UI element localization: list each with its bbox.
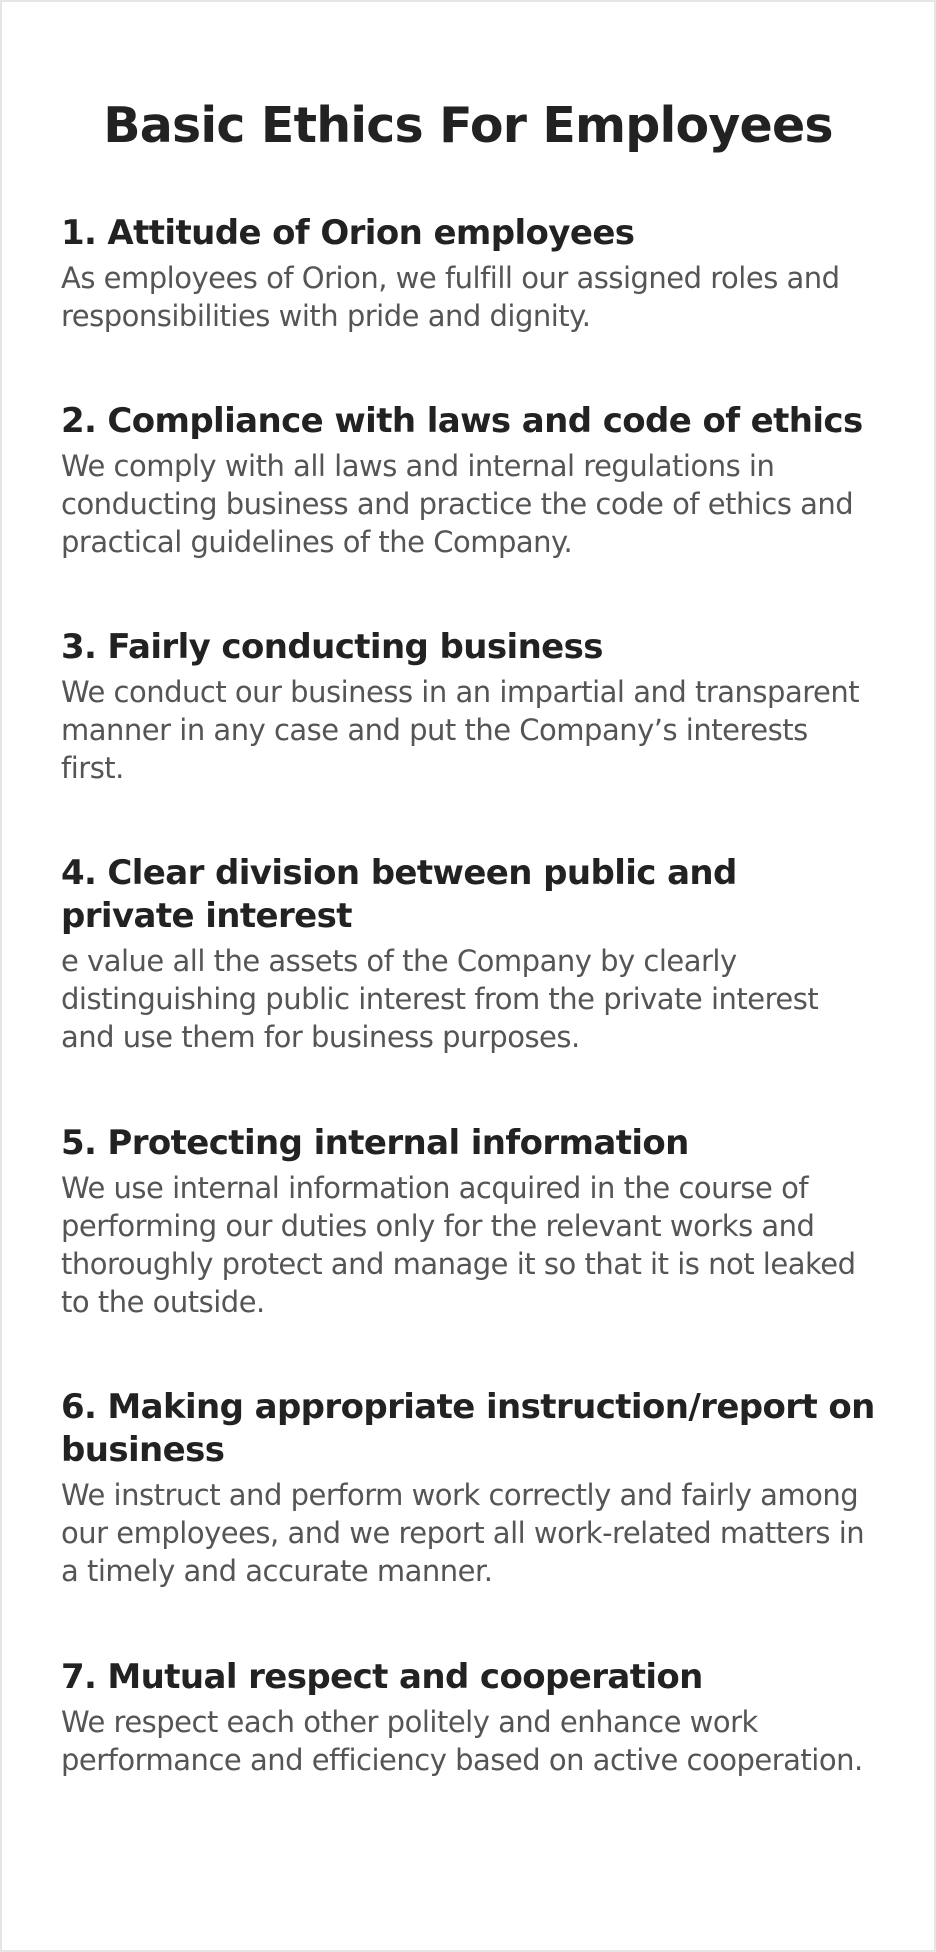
section-number: 2. [61,401,97,441]
section-heading-text: Protecting internal information [107,1123,689,1163]
section-instruction-report [61,1386,879,1590]
section-body: We comply with all laws and internal regulations in conducting business and practice the code of ethics and practical guidelines of the Company. [61,449,854,559]
section-heading-text: Clear division between public and private interest [61,853,737,936]
section-number: 5. [61,1123,97,1163]
section-heading-text: Attitude of Orion employees [107,213,635,253]
section-number: 1. [61,213,97,253]
section-number: 4. [61,853,97,893]
section-number: 3. [61,627,97,667]
section-heading [61,1386,879,1472]
section-internal-information [61,1122,879,1321]
section-body: e value all the assets of the Company by clearly distinguishing public interest from the private interest and use them for business purposes. [61,944,819,1054]
section-heading-text: Making appropriate instruction/report on business [61,1387,875,1470]
section-heading-text: Compliance with laws and code of ethics [107,401,863,441]
section-heading [61,852,879,938]
section-heading [61,400,879,443]
section-heading [61,626,879,669]
section-body: As employees of Orion, we fulfill our assigned roles and responsibilities with pride and dignity. [61,261,840,333]
section-body: We respect each other politely and enhance work performance and efficiency based on active cooperation. [61,1705,863,1777]
section-body: We conduct our business in an impartial and transparent manner in any case and put the Company’s interests first. [61,675,860,785]
section-compliance [61,400,879,561]
section-mutual-respect [61,1656,879,1779]
section-heading [61,1122,879,1165]
section-attitude [61,212,879,335]
section-heading [61,212,879,255]
section-heading [61,1656,879,1699]
section-heading-text: Mutual respect and cooperation [107,1657,703,1697]
section-number: 6. [61,1387,97,1427]
section-public-private [61,852,879,1056]
page-title: Basic Ethics For Employees [103,97,833,154]
section-body: We use internal information acquired in the course of performing our duties only for the relevant works and thoroughly protect and manage it so that it is not leaked to the outside. [61,1171,856,1319]
section-fair-business [61,626,879,787]
section-number: 7. [61,1657,97,1697]
section-heading-text: Fairly conducting business [107,627,603,667]
section-body: We instruct and perform work correctly and fairly among our employees, and we report all work-related matters in a timely and accurate manner. [61,1478,865,1588]
